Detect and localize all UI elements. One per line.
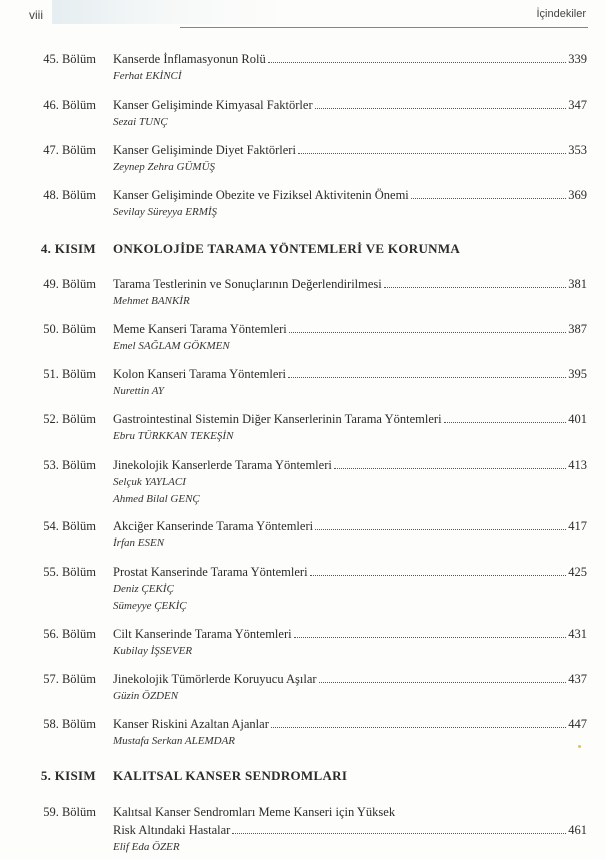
- chapter-number: 48. Bölüm: [43, 188, 96, 202]
- chapter-title: Kanser Gelişiminde Obezite ve Fiziksel Aktivitenin Önemi: [113, 188, 409, 202]
- chapter-title: Jinekolojik Kanserlerde Tarama Yöntemleri: [113, 458, 332, 472]
- chapter-title: Kanser Riskini Azaltan Ajanlar: [113, 717, 269, 731]
- chapter-title: Prostat Kanserinde Tarama Yöntemleri: [113, 565, 308, 579]
- page-ref: 437: [568, 672, 587, 686]
- author: Güzin ÖZDEN: [113, 690, 179, 702]
- paper-speck: [578, 745, 581, 748]
- chapter-number: 59. Bölüm: [43, 805, 96, 819]
- page-ref: 413: [568, 458, 587, 472]
- dot-leader: [444, 421, 567, 423]
- dot-leader: [310, 574, 567, 576]
- part-number: 4. KISIM: [40, 241, 96, 256]
- author: Nurettin AY: [113, 385, 165, 397]
- page-ref: 369: [568, 188, 587, 202]
- page-ref: 461: [568, 823, 587, 837]
- page-number: viii: [29, 8, 43, 22]
- author: Ebru TÜRKKAN TEKEŞİN: [113, 430, 234, 442]
- author: Mehmet BANKİR: [113, 295, 190, 307]
- chapter-number: 57. Bölüm: [43, 672, 96, 686]
- chapter-number: 51. Bölüm: [43, 367, 96, 381]
- dot-leader: [294, 636, 567, 638]
- dot-leader: [289, 331, 567, 333]
- author: Zeynep Zehra GÜMÜŞ: [113, 161, 216, 173]
- dot-leader: [315, 107, 567, 109]
- author: Deniz ÇEKİÇ: [113, 583, 174, 595]
- chapter-title: Tarama Testlerinin ve Sonuçlarının Değerlendirilmesi: [113, 277, 382, 291]
- chapter-title: Cilt Kanserinde Tarama Yöntemleri: [113, 627, 292, 641]
- chapter-number: 55. Bölüm: [43, 565, 96, 579]
- chapter-number: 56. Bölüm: [43, 627, 96, 641]
- author: Ahmed Bilal GENÇ: [113, 493, 200, 505]
- chapter-number: 45. Bölüm: [43, 52, 96, 66]
- page-ref: 347: [568, 98, 587, 112]
- author: Sezai TUNÇ: [113, 116, 168, 128]
- page-ref: 417: [568, 519, 587, 533]
- dot-leader: [268, 61, 567, 63]
- author: Mustafa Serkan ALEMDAR: [113, 735, 236, 747]
- dot-leader: [271, 726, 566, 728]
- chapter-title: Kanserde İnflamasyonun Rolü: [113, 52, 266, 66]
- dot-leader: [315, 528, 566, 530]
- page-ref: 425: [568, 565, 587, 579]
- author: Sevilay Süreyya ERMİŞ: [113, 206, 218, 218]
- author: Ferhat EKİNCİ: [113, 70, 182, 82]
- header-band: [52, 0, 282, 24]
- author: Emel SAĞLAM GÖKMEN: [113, 340, 230, 352]
- chapter-title: Meme Kanseri Tarama Yöntemleri: [113, 322, 287, 336]
- chapter-number: 50. Bölüm: [43, 322, 96, 336]
- part-title: KALITSAL KANSER SENDROMLARI: [113, 768, 348, 783]
- dot-leader: [232, 832, 566, 834]
- page-ref: 447: [568, 717, 587, 731]
- part-title: ONKOLOJİDE TARAMA YÖNTEMLERİ VE KORUNMA: [113, 241, 461, 256]
- author: İrfan ESEN: [113, 537, 165, 549]
- page-ref: 339: [568, 52, 587, 66]
- dot-leader: [334, 467, 566, 469]
- dot-leader: [288, 376, 566, 378]
- page-ref: 431: [568, 627, 587, 641]
- chapter-number: 46. Bölüm: [43, 98, 96, 112]
- dot-leader: [411, 197, 566, 199]
- chapter-title: Gastrointestinal Sistemin Diğer Kanserlerinin Tarama Yöntemleri: [113, 412, 442, 426]
- chapter-number: 54. Bölüm: [43, 519, 96, 533]
- dot-leader: [384, 286, 566, 288]
- chapter-number: 53. Bölüm: [43, 458, 96, 472]
- chapter-number: 49. Bölüm: [43, 277, 96, 291]
- chapter-title-line-1: Kalıtsal Kanser Sendromları Meme Kanseri için Yüksek: [113, 805, 396, 819]
- page-ref: 387: [568, 322, 587, 336]
- dot-leader: [319, 681, 567, 683]
- chapter-title: Kanser Gelişiminde Kimyasal Faktörler: [113, 98, 313, 112]
- chapter-title: Jinekolojik Tümörlerde Koruyucu Aşılar: [113, 672, 317, 686]
- author: Sümeyye ÇEKİÇ: [113, 600, 187, 612]
- page-ref: 395: [568, 367, 587, 381]
- page-ref: 401: [568, 412, 587, 426]
- header-rule: [180, 27, 588, 28]
- chapter-title: Akciğer Kanserinde Tarama Yöntemleri: [113, 519, 314, 533]
- part-number: 5. KISIM: [40, 768, 96, 783]
- chapter-title: Kolon Kanseri Tarama Yöntemleri: [113, 367, 287, 381]
- chapter-number: 52. Bölüm: [43, 412, 96, 426]
- chapter-title: Kanser Gelişiminde Diyet Faktörleri: [113, 143, 296, 157]
- chapter-number: 47. Bölüm: [43, 143, 96, 157]
- author: Elif Eda ÖZER: [113, 841, 180, 853]
- running-header: İçindekiler: [536, 8, 586, 20]
- author: Kubilay İŞSEVER: [113, 645, 193, 657]
- dot-leader: [298, 152, 566, 154]
- chapter-title-line-2: Risk Altındaki Hastalar: [113, 823, 231, 837]
- page-ref: 353: [568, 143, 587, 157]
- chapter-number: 58. Bölüm: [43, 717, 96, 731]
- author: Selçuk YAYLACI: [113, 476, 186, 488]
- page-ref: 381: [568, 277, 587, 291]
